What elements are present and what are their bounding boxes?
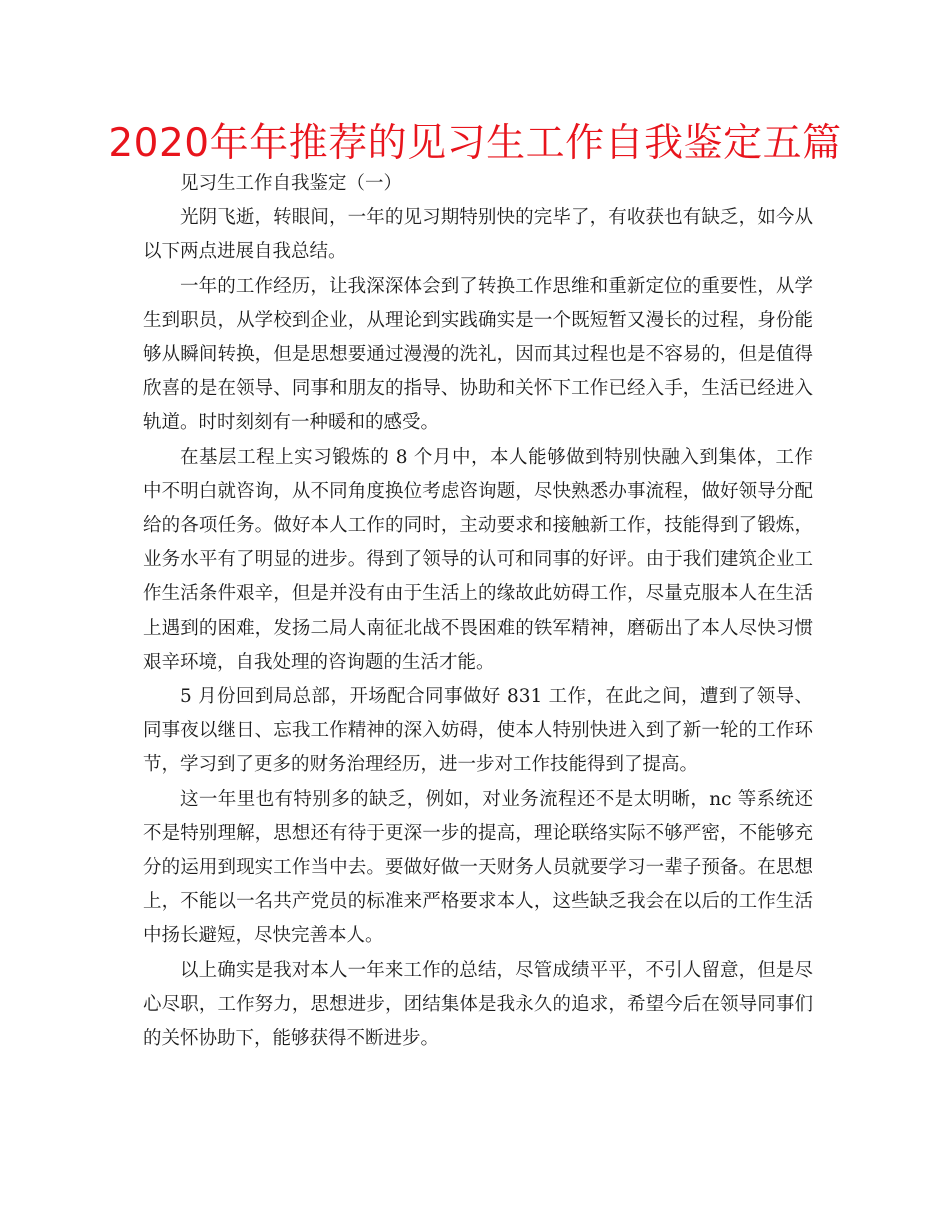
paragraph-4: 5 月份回到局总部，开场配合同事做好 831 工作，在此之间，遭到了领导、同事夜以继日、忘我工作精神的深入妨碍，使本人特别快进入到了新一轮的工作环节，学习到了更多的财务治理经历，进一步对工作技能得到了提高。	[143, 686, 813, 776]
paragraph-5: 这一年里也有特别多的缺乏，例如，对业务流程还不是太明晰，nc 等系统还不是特别理解，思想还有待于更深一步的提高，理论联络实际不够严密，不能够充分的运用到现实工作当中去。要做好做一天财务人员就要学习一辈子预备。在思想上，不能以一名共产党员的标准来严格要求本人，这些缺乏我会在以后的工作生活中扬长避短，尽快完善本人。	[143, 788, 813, 947]
paragraph-6: 以上确实是我对本人一年来工作的总结，尽管成绩平平，不引人留意，但是尽心尽职，工作努力，思想进步，团结集体是我永久的追求，希望今后在领导同事们的关怀协助下，能够获得不断进步。	[143, 959, 813, 1050]
section-heading: 见习生工作自我鉴定（一）	[180, 173, 403, 194]
paragraph-2: 一年的工作经历，让我深深体会到了转换工作思维和重新定位的重要性，从学生到职员，从学校到企业，从理论到实践确实是一个既短暂又漫长的过程，身份能够从瞬间转换，但是思想要通过漫漫的洗礼，因而其过程也是不容易的，但是值得欣喜的是在领导、同事和朋友的指导、协助和关怀下工作已经入手，生活已经进入轨道。时时刻刻有一种暖和的感受。	[143, 275, 813, 434]
document-title: 2020年年推荐的见习生工作自我鉴定五篇	[108, 121, 842, 166]
paragraph-1: 光阴飞逝，转眼间，一年的见习期特别快的完毕了，有收获也有缺乏，如今从以下两点进展自我总结。	[143, 207, 813, 263]
paragraph-3: 在基层工程上实习锻炼的 8 个月中，本人能够做到特别快融入到集体，工作中不明白就咨询，从不同角度换位考虑咨询题，尽快熟悉办事流程，做好领导分配给的各项任务。做好本人工作的同时，主动要求和接触新工作，技能得到了锻炼，业务水平有了明显的进步。得到了领导的认可和同事的好评。由于我们建筑企业工作生活条件艰辛，但是并没有由于生活上的缘故此妨碍工作，尽量克服本人在生活上遇到的困难，发扬二局人南征北战不畏困难的铁军精神，磨砺出了本人尽快习惯艰辛环境，自我处理的咨询题的生活才能。	[143, 446, 813, 673]
document-body	[143, 167, 813, 1056]
